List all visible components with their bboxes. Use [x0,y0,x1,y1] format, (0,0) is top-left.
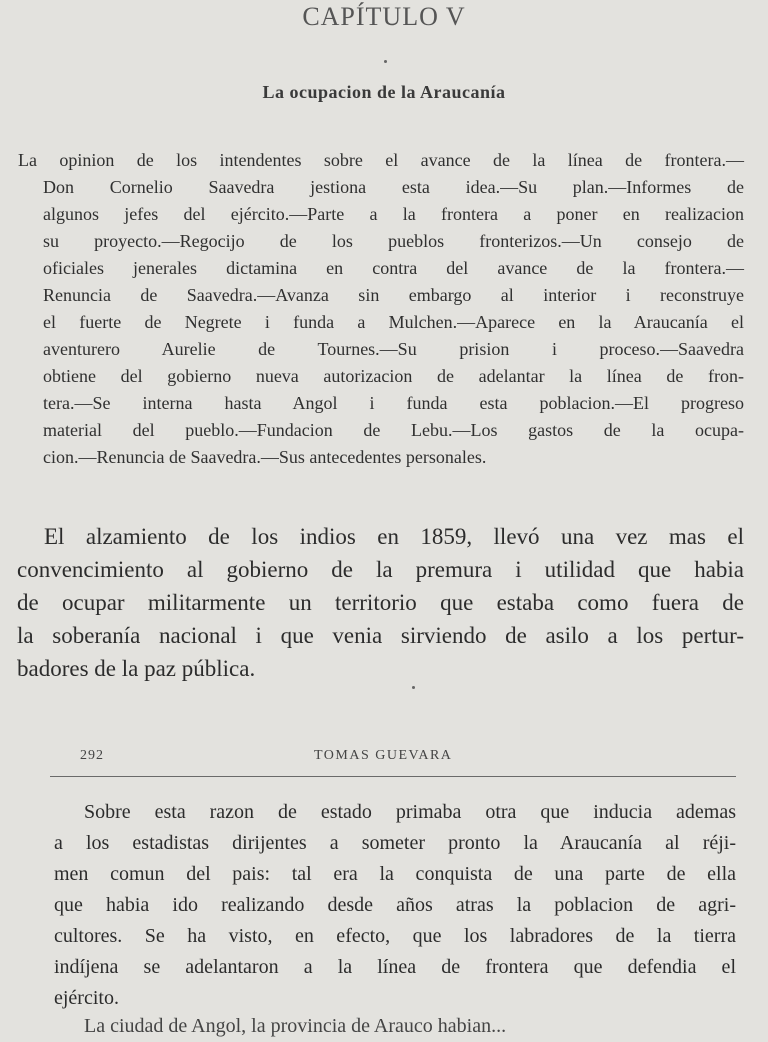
chapter-title: CAPÍTULO V [302,2,466,31]
summary-line: tera.—Se interna hasta Angol i funda esta poblacion.—El progreso [43,393,744,413]
running-head-author: TOMAS GUEVARA [314,748,453,763]
section-title: La ocupacion de la Araucanía [262,82,506,102]
body-line: La ciudad de Angol, la provincia de Arauco habian... [84,1015,507,1037]
summary-line: obtiene del gobierno nueva autorizacion de adelantar la línea de fron- [43,366,744,386]
header-rule [50,776,736,777]
summary-line: el fuerte de Negrete i funda a Mulchen.—Aparece en la Araucanía el [43,312,744,332]
body-line: men comun del pais: tal era la conquista de una parte de ella [54,863,736,885]
summary-line: su proyecto.—Regocijo de los pueblos fronterizos.—Un consejo de [43,231,744,251]
running-head [80,748,734,772]
scan-speck [412,686,415,689]
page-number: 292 [80,748,104,763]
body-line: a los estadistas dirijentes a someter pronto la Araucanía al réji- [54,832,736,854]
body-line: convencimiento al gobierno de la premura i utilidad que habia [17,557,744,582]
body-line: Sobre esta razon de estado primaba otra que inducia ademas [84,801,736,823]
summary-line: aventurero Aurelie de Tournes.—Su prision i proceso.—Saavedra [43,339,744,359]
body-line: cultores. Se ha visto, en efecto, que los labradores de la tierra [54,925,736,947]
summary-line: Renuncia de Saavedra.—Avanza sin embargo al interior i reconstruye [43,285,744,305]
body-line: El alzamiento de los indios en 1859, llevó una vez mas el [44,524,744,549]
body-line: la soberanía nacional i que venia sirviendo de asilo a los pertur- [17,623,744,648]
ornament-dot [384,60,387,63]
summary-line: oficiales jenerales dictamina en contra del avance de la frontera.— [43,258,744,278]
summary-line: Don Cornelio Saavedra jestiona esta idea.—Su plan.—Informes de [43,177,744,197]
body-line: ejército. [54,987,119,1009]
summary-line: cion.—Renuncia de Saavedra.—Sus antecedentes personales. [43,447,487,467]
body-line: de ocupar militarmente un territorio que estaba como fuera de [17,590,744,615]
summary-line: La opinion de los intendentes sobre el avance de la línea de frontera.— [18,150,744,170]
body-line: indíjena se adelantaron a la línea de frontera que defendia el [54,956,736,978]
summary-line: algunos jefes del ejército.—Parte a la frontera a poner en realizacion [43,204,744,224]
body-line: badores de la paz pública. [17,656,256,681]
summary-line: material del pueblo.—Fundacion de Lebu.—Los gastos de la ocupa- [43,420,744,440]
body-line: que habia ido realizando desde años atras la poblacion de agri- [54,894,736,916]
